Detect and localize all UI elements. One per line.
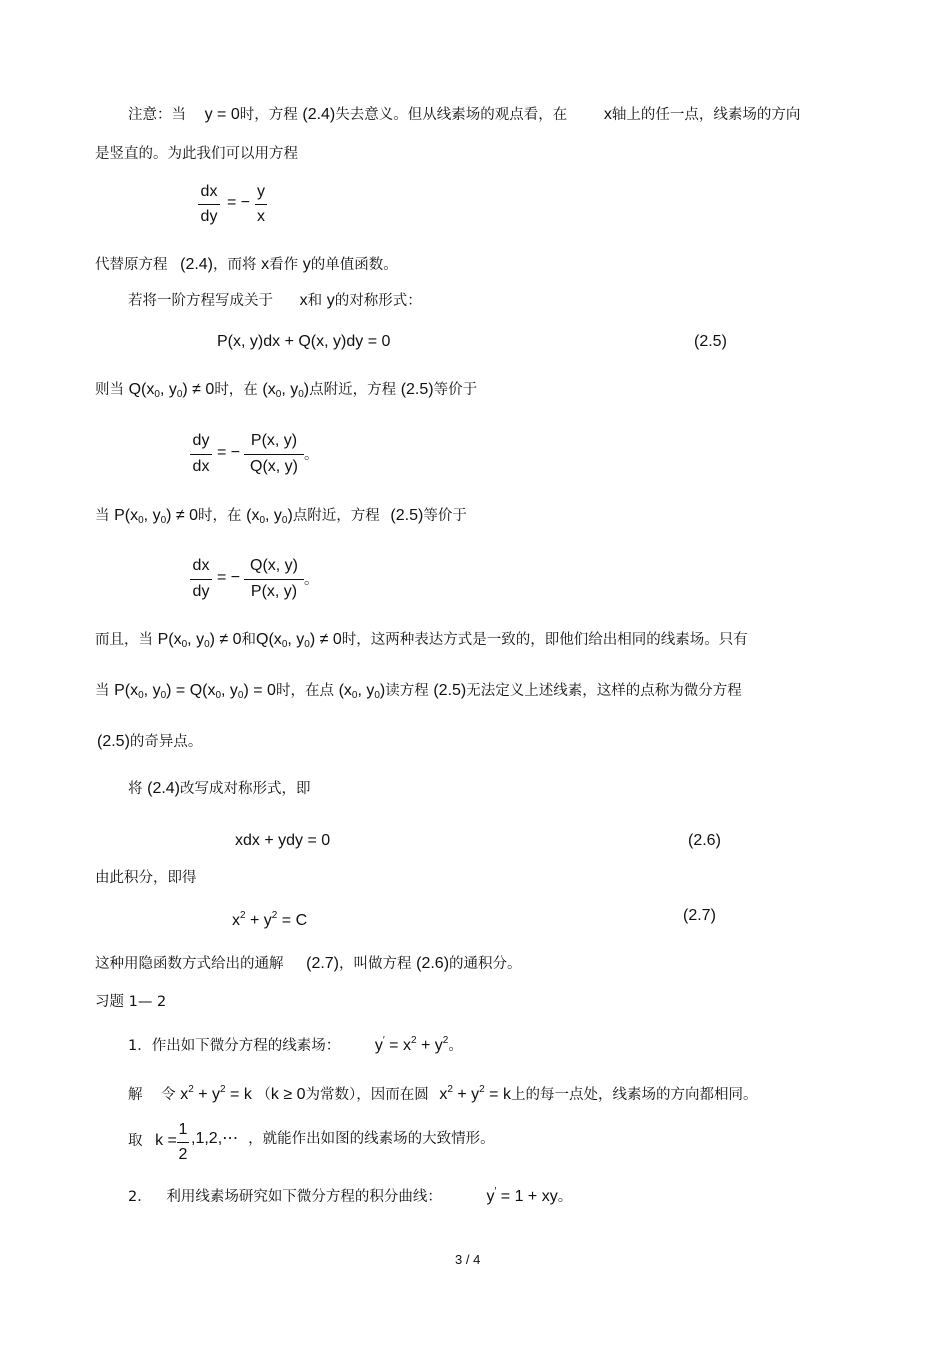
equals-sign: = − xyxy=(217,569,241,586)
equation-2-7: $x^2 + y^2 = C$ xyxy=(232,910,308,929)
text: 将 xyxy=(128,781,143,797)
text: 点附近，方程 xyxy=(309,382,397,398)
paragraph-line xyxy=(95,256,398,274)
text: 为常数），因而在圆 xyxy=(305,1087,429,1103)
fraction xyxy=(198,183,220,227)
math-inline: k ≥ 0 xyxy=(270,1086,306,1103)
text: 等价于 xyxy=(433,382,478,398)
numerator: dx xyxy=(192,557,210,574)
page-number: 3 / 4 xyxy=(455,1252,481,1267)
math-inline: ,1,2,⋯ xyxy=(191,1130,239,1147)
fraction xyxy=(244,557,304,603)
fraction xyxy=(244,432,304,478)
text: 而且，当 xyxy=(95,632,153,648)
math-inline: ($x_0$, $y_0$) xyxy=(262,381,310,400)
equals-sign: = − xyxy=(217,444,241,461)
denominator: x xyxy=(257,208,265,225)
equation-2-5: P(x, y)dx + Q(x, y)dy = 0 xyxy=(217,333,391,350)
denominator: Q(x, y) xyxy=(250,458,298,475)
text: 时，在点 xyxy=(275,683,334,699)
text: 时，在 xyxy=(214,382,258,398)
fraction-bar xyxy=(177,1142,189,1143)
equation-ref: (2.7) xyxy=(306,955,340,972)
math-inline: x xyxy=(299,292,308,309)
denominator: dy xyxy=(200,208,218,225)
text: 读方程 xyxy=(385,683,429,699)
paragraph-line xyxy=(128,106,800,124)
denominator: 2 xyxy=(178,1146,188,1163)
paragraph-line xyxy=(95,955,522,973)
math-inline: $x^2 + y^2 = k$ xyxy=(180,1084,252,1103)
text: 则当 xyxy=(95,382,124,398)
numerator: Q(x, y) xyxy=(250,557,298,574)
text: 这种用隐函数方式给出的通解 xyxy=(95,956,284,972)
text: 2． xyxy=(128,1189,152,1205)
equation-ref: (2.6) xyxy=(416,955,450,972)
text: 时，方程 xyxy=(239,107,298,123)
equals-sign: = − xyxy=(227,194,251,211)
text: 1．作出如下微分方程的线素场： xyxy=(128,1038,341,1054)
fraction-bar xyxy=(190,454,212,455)
text: 时，这两种表达方式是一致的，即他们给出相同的线素场。只有 xyxy=(341,632,748,648)
paragraph-line: 由此积分，即得 xyxy=(95,870,197,886)
fraction-bar xyxy=(255,204,267,205)
numerator: dx xyxy=(200,183,218,200)
equation-ref: (2.5) xyxy=(390,507,424,524)
equation-number: (2.5) xyxy=(694,333,727,350)
paragraph-line xyxy=(95,631,748,654)
solution-line xyxy=(128,1132,177,1150)
fraction xyxy=(255,183,267,227)
denominator: P(x, y) xyxy=(250,583,298,600)
text: 时，在 xyxy=(198,508,242,524)
math-inline: y xyxy=(326,292,335,309)
numerator: dy xyxy=(192,432,210,449)
text: ，而将 xyxy=(213,257,257,273)
punctuation: 。 xyxy=(304,572,319,588)
fraction-bar xyxy=(244,454,304,455)
numerator: y xyxy=(257,183,265,200)
fraction xyxy=(190,557,212,603)
text: 当 xyxy=(95,683,110,699)
text: 的单值函数。 xyxy=(310,257,398,273)
fraction xyxy=(190,432,212,478)
text: ，叫做方程 xyxy=(339,956,412,972)
denominator: dy xyxy=(192,583,210,600)
punctuation: 。 xyxy=(448,1038,463,1054)
equation-ref: (2.4) xyxy=(180,256,214,273)
math-inline: $Q(x_0$, $y_0) \ne 0$ xyxy=(256,631,342,650)
paragraph-line xyxy=(97,733,202,751)
fraction-bar xyxy=(190,579,212,580)
math-inline: k = xyxy=(155,1132,177,1149)
math-inline: x xyxy=(603,106,612,123)
exercise-item xyxy=(128,1183,572,1206)
text: 失去意义。但从线素场的观点看，在 xyxy=(335,107,568,123)
text: 和 xyxy=(241,632,257,648)
equation-2-6: xdx + ydy = 0 xyxy=(235,832,331,849)
paragraph-line xyxy=(95,507,467,530)
math-inline: $P(x_0$, $y_0) \ne 0$ xyxy=(114,507,199,526)
text: 令 xyxy=(161,1087,176,1103)
numerator: 1 xyxy=(178,1121,188,1138)
equation-ref: (2.4) xyxy=(147,780,181,797)
math-inline: y′ = 1 + xy xyxy=(486,1186,558,1205)
text: 若将一阶方程写成关于 xyxy=(128,293,273,309)
text: 取 xyxy=(128,1133,143,1149)
text: ，就能作出如图的线素场的大致情形。 xyxy=(248,1131,495,1147)
solution-line-rest xyxy=(191,1130,495,1148)
fraction xyxy=(177,1121,189,1165)
paragraph-line xyxy=(95,381,477,404)
math-inline: y = 0 xyxy=(204,106,240,123)
text: 的奇异点。 xyxy=(129,734,203,750)
exercise-item xyxy=(128,1032,463,1055)
text: 代替原方程 xyxy=(95,257,168,273)
solution-line xyxy=(128,1081,757,1104)
math-inline: ($x_0$, $y_0$) xyxy=(338,682,386,701)
math-inline: $y' = x^2 + y^2$ xyxy=(374,1035,449,1054)
fraction-bar xyxy=(198,204,220,205)
math-inline: $P(x_0$, $y_0) = Q(x_0$, $y_0) = 0$ xyxy=(114,682,276,701)
text: 上的每一点处，线素场的方向都相同。 xyxy=(510,1087,758,1103)
text: 等价于 xyxy=(423,508,467,524)
punctuation: 。 xyxy=(557,1189,573,1205)
text: 的通积分。 xyxy=(449,956,522,972)
math-inline: x xyxy=(261,256,270,273)
math-inline: y xyxy=(302,256,311,273)
text: 改写成对称形式，即 xyxy=(180,781,311,797)
paragraph-line: 是竖直的。为此我们可以用方程 xyxy=(95,146,298,162)
equation-ref: (2.5) xyxy=(97,733,130,750)
text: 利用线素场研究如下微分方程的积分曲线： xyxy=(166,1189,442,1205)
text: 无法定义上述线素，这样的点称为微分方程 xyxy=(466,683,742,699)
numerator: P(x, y) xyxy=(250,432,298,449)
equation-number: (2.7) xyxy=(683,907,716,924)
paragraph-line xyxy=(95,682,742,705)
paragraph-line xyxy=(128,292,422,310)
text: （ xyxy=(256,1087,271,1103)
text: 轴上的任一点，线素场的方向 xyxy=(611,107,801,123)
text: 解 xyxy=(128,1087,143,1103)
denominator: dx xyxy=(192,458,210,475)
equation-number: (2.6) xyxy=(688,832,721,849)
math-inline: ($x_0$, $y_0$) xyxy=(246,507,293,526)
paragraph-line xyxy=(128,780,311,798)
text: 点附近，方程 xyxy=(292,508,380,524)
fraction-bar xyxy=(244,579,304,580)
equation-ref: (2.5) xyxy=(433,682,467,699)
exercise-heading: 习题 1— 2 xyxy=(95,994,167,1010)
equation-ref: (2.5) xyxy=(400,381,434,398)
math-inline: $Q(x_0$, $y_0) \ne 0$ xyxy=(128,381,215,400)
punctuation: 。 xyxy=(304,447,319,463)
equation-ref: (2.4) xyxy=(302,106,336,123)
text: 看作 xyxy=(269,257,299,273)
math-inline: $P(x_0$, $y_0) \ne 0$ xyxy=(157,631,242,650)
text: 注意：当 xyxy=(128,107,186,123)
math-inline: $x^2 + y^2 = k$ xyxy=(439,1084,511,1103)
text: 当 xyxy=(95,508,110,524)
text: 的对称形式： xyxy=(334,293,422,309)
text: 和 xyxy=(307,293,323,309)
